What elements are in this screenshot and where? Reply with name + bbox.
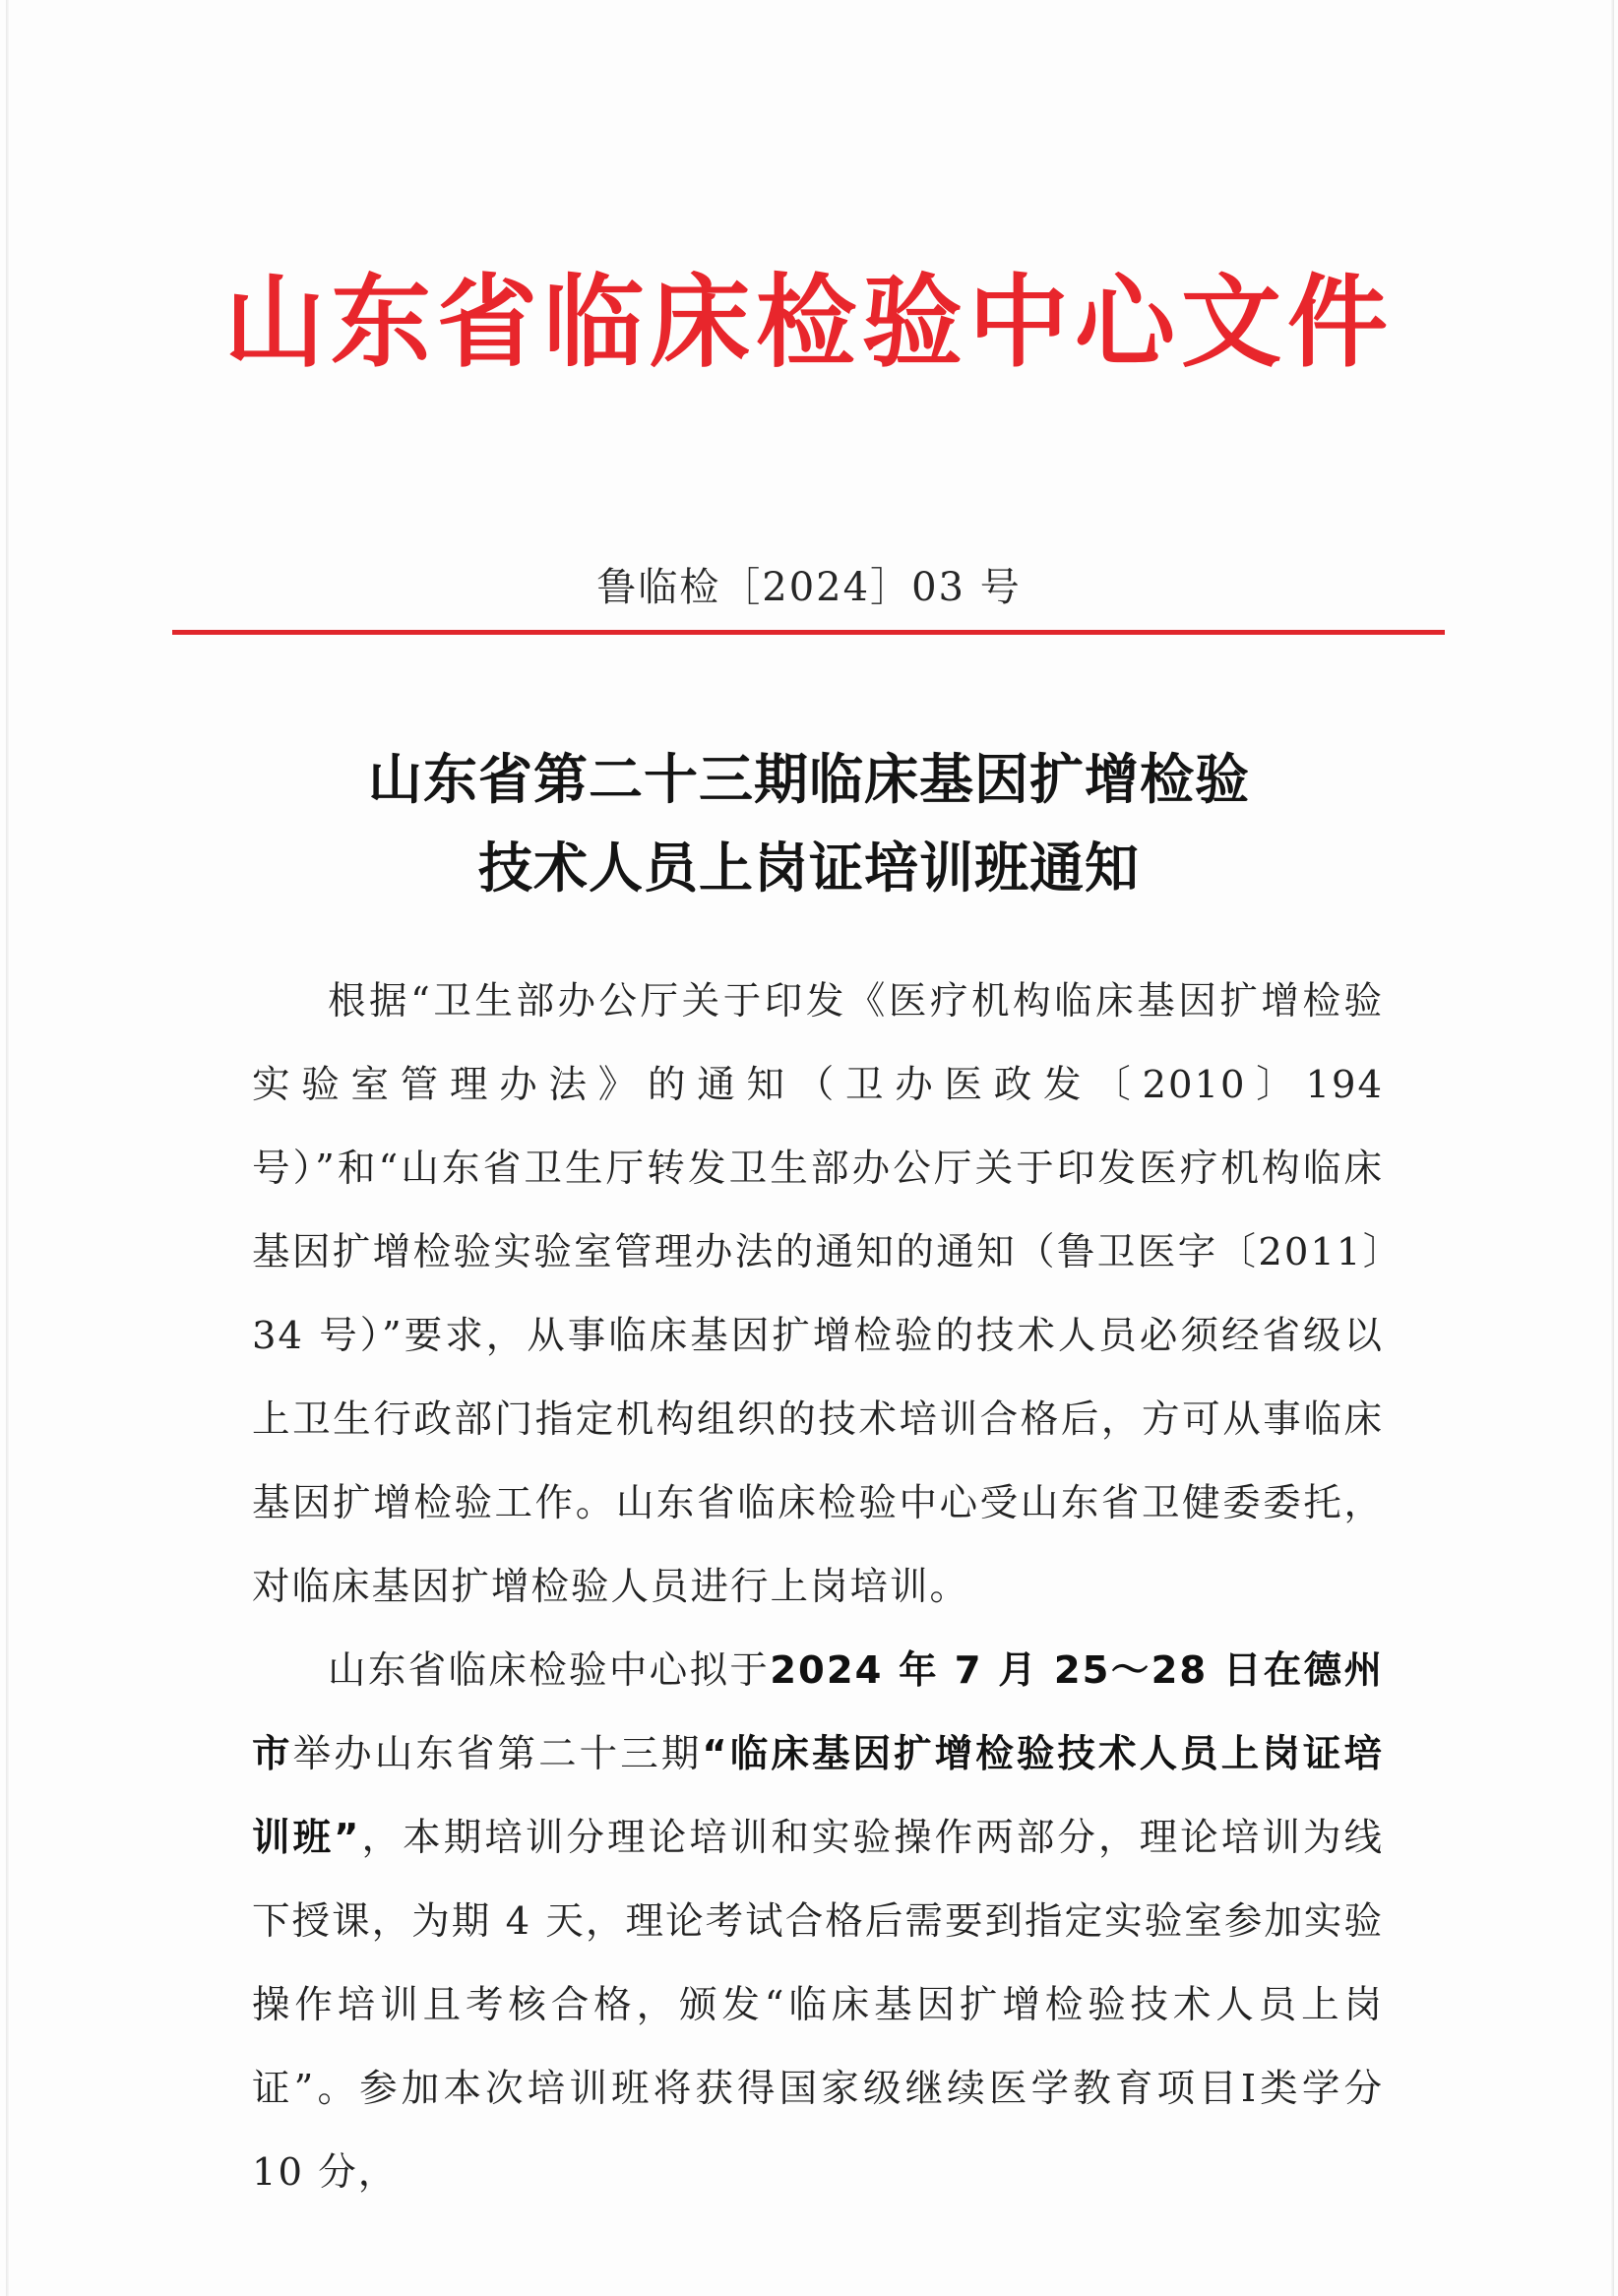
body-paragraph-1: 根据“卫生部办公厅关于印发《医疗机构临床基因扩增检验实验室管理办法》的通知（卫办医政发〔2010〕194 号）”和“山东省卫生厅转发卫生部办公厅关于印发医疗机构临床基因扩增检验实验室管理办法的通知的通知（鲁卫医字〔2011〕34 号）”要求，从事临床基因扩增检验的技术人员必须经省级以上卫生行政部门指定机构组织的技术培训合格后，方可从事临床基因扩增检验工作。山东省临床检验中心受山东省卫健委委托，对临床基因扩增检验人员进行上岗培训。 [252,979,1384,1609]
document-title-line-1: 山东省第二十三期临床基因扩增检验 [367,748,1250,811]
page-edge-left [6,0,9,2296]
paragraph-2-text-3: ，本期培训分理论培训和实验操作两部分，理论培训为线下授课，为期 4 天，理论考试合格后需要到指定实验室参加实验操作培训且考核合格，颁发“临床基因扩增检验技术人员上岗证”。参加本次培训班将获得国家级继续医学教育项目Ⅰ类学分 10 分， [252,1816,1384,2195]
document-masthead: 山东省临床检验中心文件 [224,265,1394,382]
training-class-name: “临床基因扩增检验技术人员上岗证培训班” [252,1732,1384,1860]
document-number: 鲁临检［2024］03 号 [596,565,1022,610]
paragraph-2-text-2: 举办山东省第二十三期 [292,1732,703,1776]
document-body [252,960,1384,2214]
page-edge-right [1611,0,1614,2296]
red-divider-line [172,630,1445,635]
paragraph-2-text-1: 山东省临床检验中心拟于 [328,1648,771,1693]
document-title-line-2: 技术人员上岗证培训班通知 [477,837,1140,900]
body-paragraph-2 [252,1629,1384,2214]
training-date-location: 2024 年 7 月 25～28 日在德州市 [252,1648,1384,1776]
